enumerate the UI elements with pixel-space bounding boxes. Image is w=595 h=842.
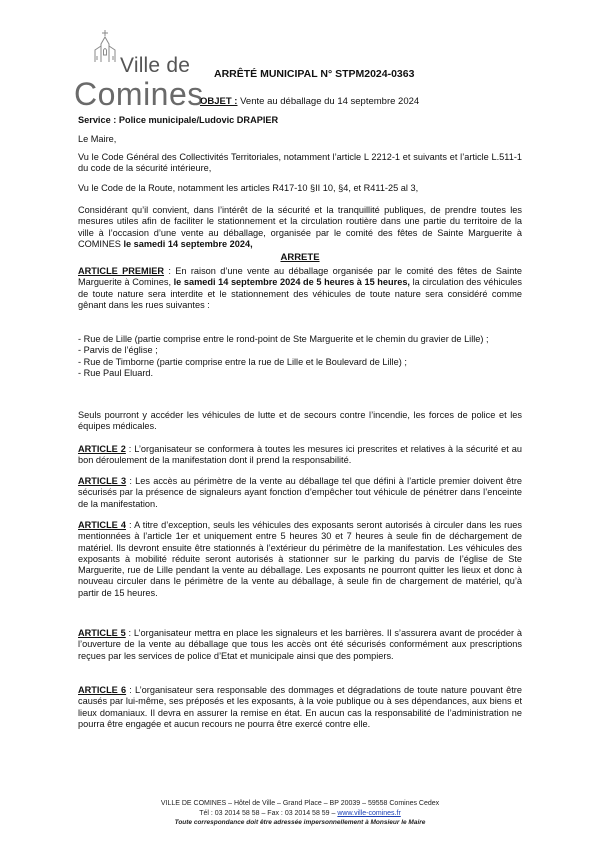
- footer-address: VILLE DE COMINES – Hôtel de Ville – Grand Place – BP 20039 – 59558 Comines Cedex: [160, 800, 440, 807]
- considerant-date: le samedi 14 septembre 2024,: [123, 238, 253, 249]
- vu-code-collectivites: Vu le Code Général des Collectivités Territoriales, notamment l’article L 2212-1 et suivants et l’article L.511-1 du code de la sécurité intérieure,: [78, 152, 522, 174]
- logo-comines: Comines: [74, 76, 204, 112]
- article-3-label: ARTICLE 3: [78, 476, 127, 486]
- street-item: - Parvis de l’église ;: [78, 345, 158, 356]
- article-5: [78, 628, 522, 662]
- article-premier-text2: la circulation des véhicules de toute nature sera interdite et le stationnement des véhicules de toute nature sera considéré comme gênant dans les rues suivantes :: [78, 277, 522, 310]
- objet-label: OBJET :: [200, 96, 238, 107]
- article-2-label: ARTICLE 2: [78, 444, 126, 454]
- article-2-text: : L’organisateur se conformera à toutes les mesures ici prescrites et relatives à la sécurité et au bon déroulement de la manifestation dont il prend la responsabilité.: [78, 444, 522, 466]
- article-6-label: ARTICLE 6: [78, 685, 127, 695]
- ville-de-comines-logo: [74, 28, 204, 112]
- street-item: - Rue de Timborne (partie comprise entre la rue de Lille et le Boulevard de Lille) ;: [78, 356, 407, 367]
- considerant-paragraph: [78, 205, 522, 250]
- article-4-label: ARTICLE 4: [78, 520, 126, 530]
- church-icon: [90, 28, 120, 64]
- document-title: ARRÊTÉ MUNICIPAL N° STPM2024-0363: [214, 68, 415, 80]
- vu-code-route: Vu le Code de la Route, notamment les articles R417-10 §II 10, §4, et R411-25 al 3,: [78, 183, 419, 193]
- objet-line: [200, 96, 419, 107]
- le-maire: Le Maire,: [78, 134, 117, 144]
- article-2: [78, 444, 522, 467]
- article-4-text: : A titre d’exception, seuls les véhicules des exposants seront autorisés à circuler dans les rues mentionnées à l’article 1er et uniquement entre 5 heures 30 et 7 heures à seule fin de déchargement de matériel. Ils devront ensuite être stationnés à l’extérieur du périmètre de la manifestation. Les véhicules des exposants à mobilité réduite seront autorisés à stationner sur le parking du parvis de l’église de Ste Marguerite, rue de Lille pendant la vente au déballage. Les exposants ne pourront quitter les lieux et donc à nouveau circuler dans le périmètre de la vente au déballage, à seule fin de chargement de matériel, qu’à partir de 15 heures.: [78, 520, 522, 598]
- article-6-text: : L’organisateur sera responsable des dommages et dégradations de toute nature pouvant être causés par lui-même, ses préposés et les exposants, à la voie publique ou à ses dépendances, aux biens et lieux domaniaux. Il devra en assurer la remise en état. En aucun cas la responsabilité de l’administration ne pourra être engagée et aucun recours ne pourra être exercé contre elle.: [78, 685, 522, 729]
- secours-paragraph: Seuls pourront y accéder les véhicules de lutte et de secours contre l’incendie, les forces de police et les équipes médicales.: [78, 410, 522, 432]
- article-premier-text1: : En raison d’une vente au déballage organisée par le comité des fêtes de Sainte Marguerite à Comines,: [78, 266, 522, 288]
- footer-contact: [78, 809, 522, 819]
- street-item: - Rue Paul Eluard.: [78, 367, 154, 378]
- objet-text: Vente au déballage du 14 septembre 2024: [237, 96, 420, 107]
- street-item: - Rue de Lille (partie comprise entre le rond-point de Ste Marguerite et le chemin du gravier de Lille) ;: [78, 334, 489, 344]
- footer-website-link[interactable]: www.ville-comines.fr: [337, 809, 401, 817]
- article-premier-label: ARTICLE PREMIER: [78, 266, 165, 276]
- article-5-label: ARTICLE 5: [78, 628, 126, 638]
- footer-notice: Toute correspondance doit être adressée impersonnellement à Monsieur le Maire: [174, 819, 426, 826]
- street-list: [78, 334, 522, 379]
- article-4: [78, 520, 522, 599]
- considerant-text: Considérant qu’il convient, dans l’intérêt de la sécurité et la tranquillité publiques, de prendre toutes les mesures utiles afin de faciliter le stationnement et la circulation routière dans une partie du territoire de la ville à l’occasion d’une vente au déballage, organisée par le comité des fêtes de Sainte Marguerite à COMINES: [78, 205, 522, 249]
- article-6: [78, 685, 522, 730]
- article-premier: [78, 266, 522, 311]
- page-footer: [78, 799, 522, 828]
- arrete-heading: ARRETE: [280, 252, 320, 263]
- footer-phone-fax: Tél : 03 2014 58 58 – Fax : 03 2014 58 59 –: [199, 809, 338, 817]
- article-3-text: : Les accès au périmètre de la vente au déballage tel que défini à l’article premier doivent être sécurisés par la présence de signaleurs ayant fonction d’empêcher tout véhicule de pénétrer dans l’enceinte de la manifestation.: [78, 476, 522, 509]
- service-line: Service : Police municipale/Ludovic DRAPIER: [78, 115, 279, 125]
- article-3: [78, 476, 522, 510]
- article-premier-hours: le samedi 14 septembre 2024 de 5 heures à 15 heures,: [173, 277, 410, 288]
- article-5-text: : L’organisateur mettra en place les signaleurs et les barrières. Il s’assurera avant de procéder à l’ouverture de la vente au déballage que tous les accès ont été sécurisés conformément aux prescriptions reçues par les services de police d’Etat et municipale ainsi que des pompiers.: [78, 628, 522, 661]
- logo-ville-de: Ville de: [120, 54, 191, 77]
